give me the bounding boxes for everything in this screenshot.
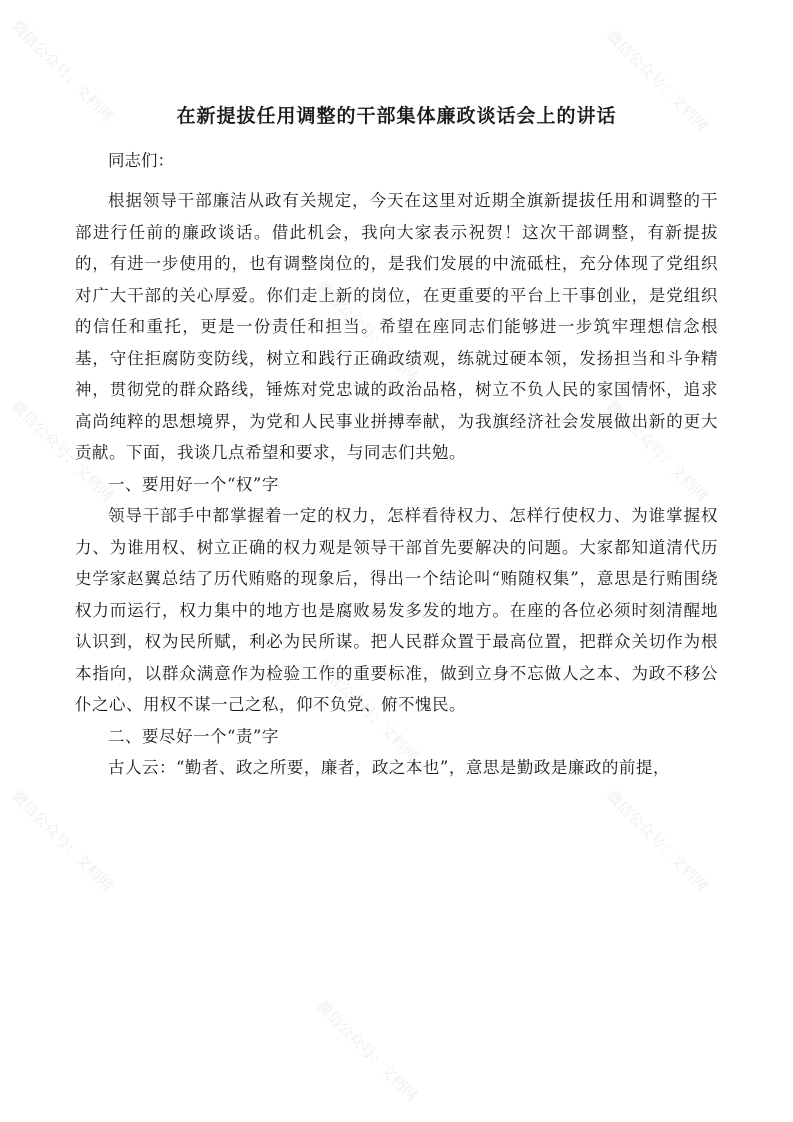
paragraph-power: 领导干部手中都掌握着一定的权力，怎样看待权力、怎样行使权力、为谁掌握权力、为谁用权、树立正确的权力观是领导干部首先要解决的问题。大家都知道清代历史学家赵翼总结了历代贿赂的现象后，得出一个结论叫“贿随权集”，意思是行贿围绕权力而运行，权力集中的地方也是腐败易发多发的地方。在座的各位必须时刻清醒地认识到，权为民所赋，利必为民所谋。把人民群众置于最高位置，把群众关切作为根本指向，以群众满意作为检验工作的重要标准，做到立身不忘做人之本、为政不移公仆之心、用权不谋一己之私，仰不负党、俯不愧民。: [75, 506, 718, 714]
watermark: 微信公众号：文档网: [313, 276, 422, 385]
watermark: 微信公众号：文档网: [313, 996, 422, 1105]
document-title: 在新提拔任用调整的干部集体廉政谈话会上的讲话: [176, 105, 617, 127]
document-body: [75, 185, 718, 784]
section-heading-2: 二、要尽好一个“责”字: [108, 726, 279, 746]
watermark: 微信公众号：文档网: [603, 786, 712, 895]
watermark: 微信公众号：文档网: [8, 16, 117, 125]
watermark: 微信公众号：文档网: [8, 396, 117, 505]
watermark: 微信公众号：文档网: [603, 396, 712, 505]
section-heading-1: 一、要用好一个“权”字: [108, 474, 279, 494]
greeting: 同志们：: [108, 151, 174, 170]
watermark: 微信公众号：文档网: [8, 786, 117, 895]
paragraph-intro: 根据领导干部廉洁从政有关规定，今天在这里对近期全旗新提拔任用和调整的干部进行任前的廉政谈话。借此机会，我向大家表示祝贺！这次干部调整，有新提拔的，有进一步使用的，也有调整岗位的，是我们发展的中流砥柱，充分体现了党组织对广大干部的关心厚爱。你们走上新的岗位，在更重要的平台上干事创业，是党组织的信任和重托，更是一份责任和担当。希望在座同志们能够进一步筑牢理想信念根基，守住拒腐防变防线，树立和践行正确政绩观，练就过硬本领，发扬担当和斗争精神，贯彻党的群众路线，锤炼对党忠诚的政治品格，树立不负人民的家国情怀，追求高尚纯粹的思想境界，为党和人民事业拼搏奉献，为我旗经济社会发展做出新的更大贡献。下面，我谈几点希望和要求，与同志们共勉。: [75, 191, 718, 462]
paragraph-responsibility: 古人云：“勤者、政之所要，廉者，政之本也”，意思是勤政是廉政的前提，: [108, 758, 670, 777]
watermark: 微信公众号：文档网: [603, 26, 712, 135]
watermark: 微信公众号：文档网: [313, 656, 422, 765]
